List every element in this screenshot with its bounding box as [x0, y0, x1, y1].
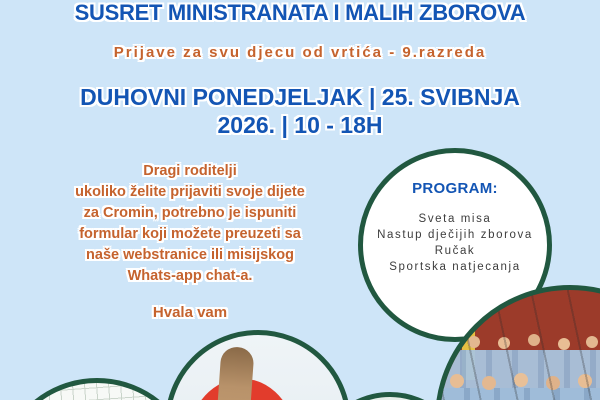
flyer-title: SUSRET MINISTRANATA I MALIH ZBOROVA: [74, 0, 526, 25]
info-line: Whats-app chat-a.: [127, 268, 253, 284]
info-line: ukoliko želite prijaviti svoje dijete: [75, 184, 305, 200]
program-item: Ručak: [434, 245, 476, 257]
program-item: Sportska natjecanja: [389, 261, 521, 273]
event-date-line2: 2026. | 10 - 18H: [217, 112, 383, 138]
info-line: formular koji možete preuzeti sa: [79, 226, 301, 242]
info-line: naše webstranice ili misijskog: [86, 247, 294, 263]
flyer-subtitle: Prijave za svu djecu od vrtića - 9.razreda: [113, 44, 487, 61]
parent-info-text: [12, 161, 368, 287]
photo-person-red: [165, 330, 351, 400]
info-line: Dragi roditelji: [143, 163, 237, 179]
program-item: Nastup dječijih zborova: [377, 229, 533, 241]
info-line: za Cromin, potrebno je ispuniti: [83, 205, 297, 221]
event-date-line1: DUHOVNI PONEDJELJAK | 25. SVIBNJA: [80, 84, 520, 110]
program-items-list: [363, 211, 547, 275]
photo-goal-net: [0, 378, 197, 400]
microphone-stands: [440, 290, 600, 400]
photo-children-choir: [435, 285, 600, 400]
program-item: Sveta misa: [418, 213, 492, 225]
thanks-text: Hvala vam: [152, 304, 228, 321]
program-heading: PROGRAM:: [412, 180, 498, 197]
